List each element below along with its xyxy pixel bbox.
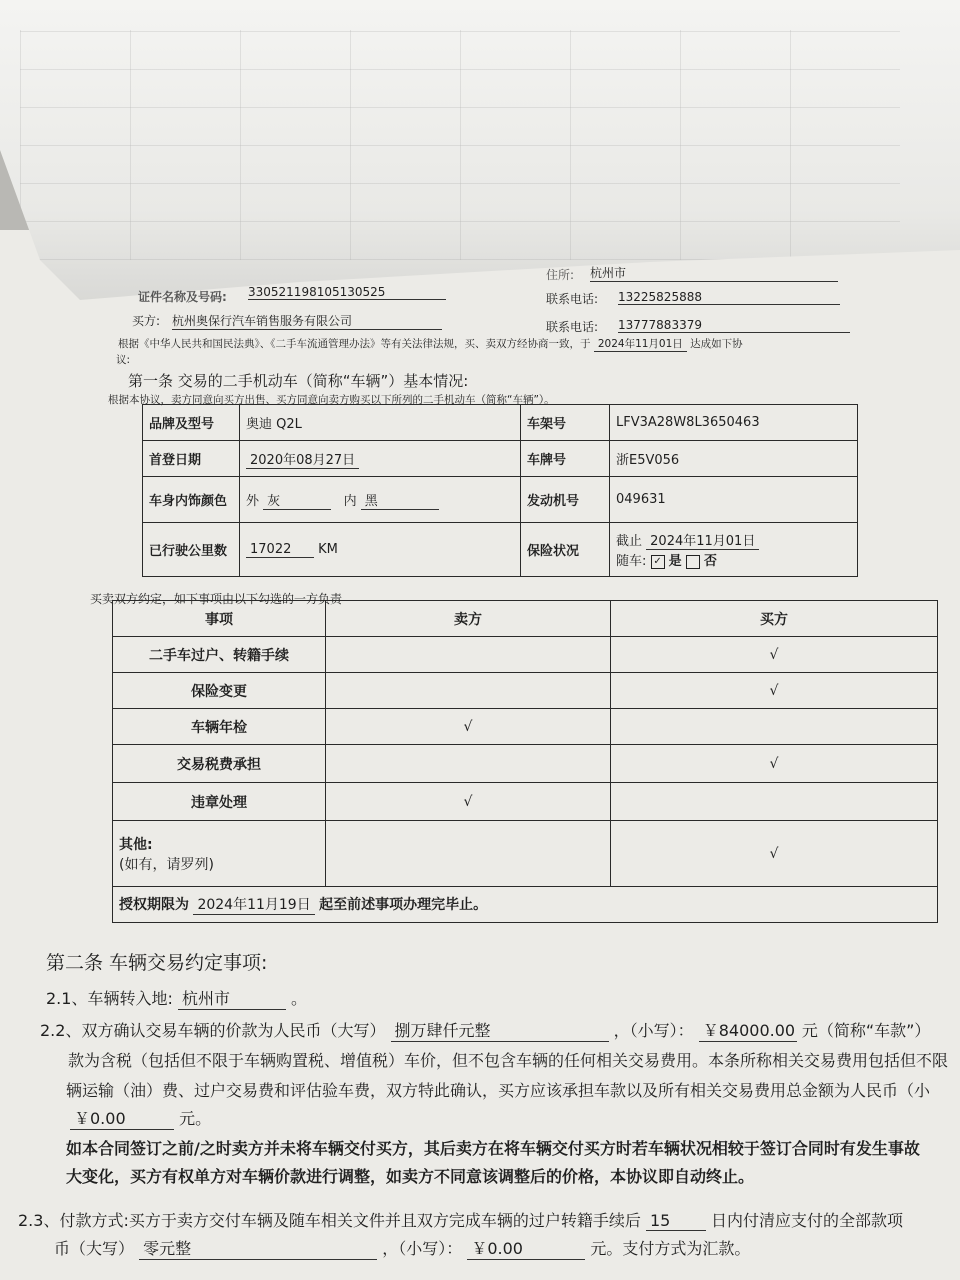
s22-mid: ，（小写）： <box>613 1021 694 1040</box>
row-buyer-check: √ <box>611 673 938 709</box>
s22-lower: ￥84000.00 <box>699 1018 797 1042</box>
engine-value: 049631 <box>610 477 858 523</box>
yes-checkbox[interactable]: ✓ <box>651 555 665 569</box>
reg-cell <box>240 441 521 477</box>
previous-page-grid <box>20 30 900 260</box>
row-buyer-check: √ <box>611 745 938 783</box>
header-seller: 卖方 <box>326 601 611 637</box>
s22-total-unit: 元。 <box>179 1109 212 1128</box>
other-seller-check <box>326 821 611 887</box>
article2-title: 第二条 车辆交易约定事项: <box>46 952 268 974</box>
row-item: 车辆年检 <box>113 709 326 745</box>
responsibility-table <box>112 600 938 923</box>
s22-total: ￥0.00 <box>70 1106 174 1130</box>
plate-label: 车牌号 <box>521 441 610 477</box>
authorization-row <box>113 887 938 923</box>
header-buyer: 买方 <box>611 601 938 637</box>
row-seller-check <box>326 637 611 673</box>
article1-title: 第一条 交易的二手机动车（简称“车辆”）基本情况: <box>128 372 469 390</box>
phone-label-2: 联系电话: <box>546 320 599 334</box>
auth-prefix: 授权期限为 <box>119 897 189 913</box>
address-value: 杭州市 <box>590 264 838 282</box>
row-buyer-check <box>611 783 938 821</box>
bold-clause-line2: 大变化，买方有权单方对车辆价款进行调整，如卖方不同意该调整后的价格，本协议即自动终止。 <box>66 1167 755 1186</box>
s23-upper: 零元整 <box>139 1236 377 1260</box>
color-cell <box>240 477 521 523</box>
basis-text: 根据《中华人民共和国民法典》、《二手车流通管理办法》等有关法律法规，买、卖双方经协商一致，于 <box>118 338 591 350</box>
no-label: 否 <box>703 554 717 569</box>
phone-value-2: 13777883379 <box>618 318 850 333</box>
reg-label: 首登日期 <box>143 441 240 477</box>
row-seller-check: √ <box>326 709 611 745</box>
basis-tail: 达成如下协 <box>690 338 743 350</box>
bold-clause-line1: 如本合同签订之前/之时卖方并未将车辆交付买方，其后卖方在将车辆交付买方时若车辆状况相较于签订合同时有发生事故 <box>66 1139 920 1158</box>
int-color: 黑 <box>361 490 439 510</box>
s23-days: 15 <box>646 1211 706 1231</box>
vin-label: 车架号 <box>521 405 610 441</box>
other-buyer-check: √ <box>611 821 938 887</box>
no-checkbox[interactable] <box>686 555 700 569</box>
s23-mid: ，（小写）： <box>382 1239 463 1258</box>
row-buyer-check <box>611 709 938 745</box>
article1-intro: 根据本协议，卖方同意向买方出售、买方同意向卖方购买以下所列的二手机动车（简称“车辆”）。 <box>108 394 555 406</box>
yes-label: 是 <box>668 554 682 569</box>
row-seller-check <box>326 673 611 709</box>
s22-prefix: 2.2、双方确认交易车辆的价款为人民币（大写） <box>40 1021 386 1040</box>
s22-line2: 款为含税（包括但不限于车辆购置税、增值税）车价，但不包含车辆的任何相关交易费用。本条所称相关交易费用包括但不限 <box>68 1051 949 1070</box>
brand-value: 奥迪 Q2L <box>240 405 521 441</box>
mileage-cell <box>240 523 521 577</box>
agreement-date: 2024年11月01日 <box>594 336 687 352</box>
mileage-label: 已行驶公里数 <box>143 523 240 577</box>
section-2-2-line1 <box>40 1018 930 1042</box>
ext-color: 灰 <box>263 490 331 510</box>
section-2-3-line1 <box>18 1208 960 1231</box>
auth-suffix: 起至前述事项办理完毕止。 <box>319 897 488 913</box>
engine-label: 发动机号 <box>521 477 610 523</box>
seller-id-label: 证件名称及号码: <box>138 290 227 304</box>
basis-tail-2: 议: <box>116 354 131 366</box>
row-item: 保险变更 <box>113 673 326 709</box>
row-item: 二手车过户、转籍手续 <box>113 637 326 673</box>
section-2-1: 2.1、车辆转入地: 杭州市 。 <box>46 986 307 1010</box>
seller-id-value: 330521198105130525 <box>248 285 446 300</box>
row-seller-check <box>326 745 611 783</box>
insurance-label: 保险状况 <box>521 523 610 577</box>
phone-label-1: 联系电话: <box>546 292 599 306</box>
insurance-date: 2024年11月01日 <box>646 530 759 550</box>
insurance-cell <box>610 523 858 577</box>
reg-value: 2020年08月27日 <box>246 449 359 469</box>
address-label: 住所: <box>546 268 575 282</box>
s21-value: 杭州市 <box>178 986 286 1010</box>
s22-line4 <box>70 1106 211 1130</box>
row-seller-check: √ <box>326 783 611 821</box>
s23-lower: ￥0.00 <box>467 1236 585 1260</box>
mileage-value: 17022 <box>246 542 314 558</box>
phone-value-1: 13225825888 <box>618 290 840 305</box>
row-item: 违章处理 <box>113 783 326 821</box>
vehicle-info-table <box>142 404 858 577</box>
basis-paragraph <box>118 336 743 352</box>
curled-previous-page <box>0 0 960 300</box>
other-label: 其他: <box>119 836 153 853</box>
plate-value: 浙E5V056 <box>610 441 858 477</box>
header-item: 事项 <box>113 601 326 637</box>
other-hint: (如有，请罗列) <box>119 856 214 873</box>
ext-prefix: 外 <box>246 493 260 509</box>
brand-label: 品牌及型号 <box>143 405 240 441</box>
auth-date: 2024年11月19日 <box>193 894 314 915</box>
other-cell <box>113 821 326 887</box>
row-buyer-check: √ <box>611 637 938 673</box>
mileage-unit: KM <box>318 541 338 557</box>
color-label: 车身内饰颜色 <box>143 477 240 523</box>
insurance-prefix: 截止 <box>616 534 643 549</box>
s23-line2-prefix: 币（大写） <box>54 1239 135 1258</box>
s21-label: 2.1、车辆转入地: <box>46 989 173 1008</box>
section-2-3-line2 <box>54 1236 750 1260</box>
s22-upper: 捌万肆仟元整 <box>391 1018 609 1042</box>
s23-suffix: 日内付清应支付的全部款项 <box>711 1211 904 1230</box>
s23-tail: 元。支付方式为汇款。 <box>590 1239 751 1258</box>
s22-suffix: 元（简称“车款”） <box>801 1021 931 1040</box>
s23-prefix: 2.3、付款方式:买方于卖方交付车辆及随车相关文件并且双方完成车辆的过户转籍手续后 <box>18 1211 641 1230</box>
buyer-label: 买方: <box>132 314 161 328</box>
responsibility-intro-text: 买卖双方约定，如下事项由以下勾选的一方负责 <box>90 592 343 606</box>
vin-value: LFV3A28W8L3650463 <box>610 405 858 441</box>
int-prefix: 内 <box>343 493 357 509</box>
with-car-label: 随车: <box>616 554 647 569</box>
s22-line3: 辆运输（油）费、过户交易费和评估验车费，双方特此确认，买方应该承担车款以及所有相关交易费用总金额为人民币（小 <box>66 1081 931 1100</box>
row-item: 交易税费承担 <box>113 745 326 783</box>
buyer-name: 杭州奥保行汽车销售服务有限公司 <box>172 312 442 330</box>
